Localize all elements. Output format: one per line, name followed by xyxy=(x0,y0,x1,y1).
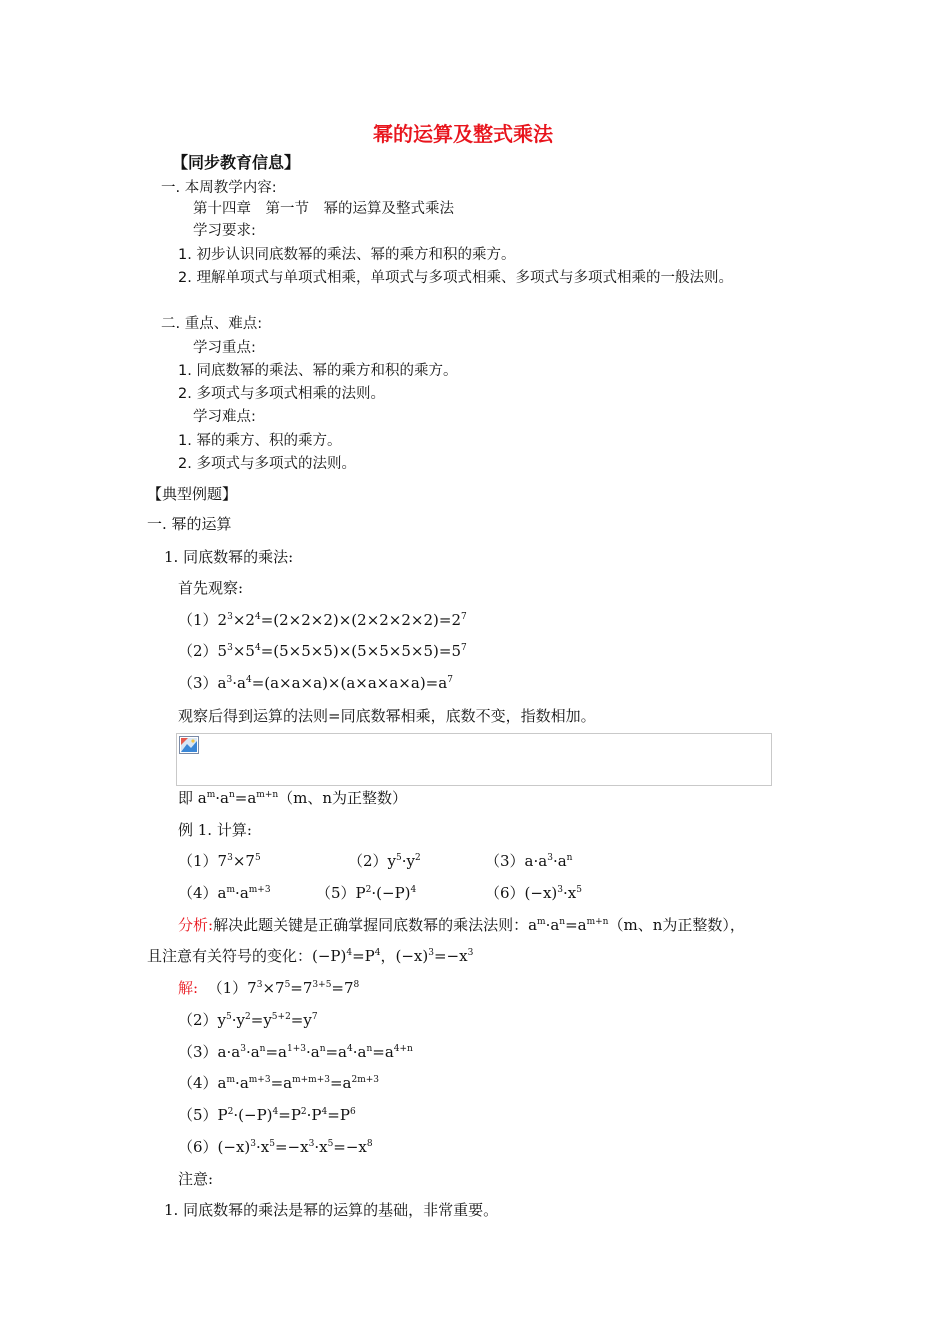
part-1-heading: 一. 幂的运算 xyxy=(147,515,232,533)
observation-2: $(2)5^3\times 5^4=(5\times 5\times 5)\times(5\times 5\times 5\times 5)=5^7$ xyxy=(178,642,467,660)
broken-image-placeholder xyxy=(176,733,772,786)
requirement-1: 1. 初步认识同底数幂的乘法、幂的乘方和积的乘方。 xyxy=(178,247,516,263)
observation-3: $(3)a^3\cdot a^4=(a\times a\times a)\times(a\times a\times a\times a)=a^7$ xyxy=(178,674,453,692)
chapter-line: 第十四章 第一节 幂的运算及整式乘法 xyxy=(193,201,454,217)
note-heading: 注意: xyxy=(178,1170,214,1188)
exercise-6: $(6)(-x)^3\cdot x^5$ xyxy=(485,884,582,902)
key-point-2: 2. 多项式与多项式相乘的法则。 xyxy=(178,386,385,402)
subsection-1-heading: 1. 同底数幂的乘法: xyxy=(164,548,294,566)
solution-3: $(3)a\cdot a^3\cdot a^n=a^{1+3}\cdot a^n=a^4\cdot a^n=a^{4+n}$ xyxy=(178,1043,413,1061)
difficulty-2: 2. 多项式与多项式的法则。 xyxy=(178,456,356,472)
examples-heading: 【典型例题】 xyxy=(147,485,238,503)
difficulty-1: 1. 幂的乘方、积的乘方。 xyxy=(178,433,342,449)
analysis-line-1: 分析:解决此题关键是正确掌握同底数幂的乘法法则：$a^m\cdot a^n=a^{m+n}(m$、n为正整数）， xyxy=(178,916,745,934)
analysis-line-2: 且注意有关符号的变化：$(-P)^4=P^4$，$(-x)^3=-x^3$ xyxy=(147,947,474,965)
requirements-heading: 学习要求: xyxy=(193,223,256,239)
key-point-1: 1. 同底数幂的乘法、幂的乘方和积的乘方。 xyxy=(178,363,458,379)
requirement-2: 2. 理解单项式与单项式相乘，单项式与多项式相乘、多项式与多项式相乘的一般法则。 xyxy=(178,270,733,286)
observe-label: 首先观察: xyxy=(178,579,244,597)
s1-heading: 一. 本周教学内容: xyxy=(161,180,277,196)
observation-1: $(1)2^3\times 2^4=(2\times 2\times 2)\times(2\times 2\times 2\times 2)=2^7$ xyxy=(178,611,467,629)
page-title: 幂的运算及整式乘法 xyxy=(373,122,553,146)
solution-4: $(4)a^m\cdot a^{m+3}=a^{m+m+3}=a^{2m+3}$ xyxy=(178,1074,380,1092)
solution-2: $(2)y^5\cdot y^2=y^{5+2}=y^7$ xyxy=(178,1011,318,1029)
key-points-heading: 学习重点: xyxy=(193,340,256,356)
exercise-4: $(4)a^m\cdot a^{m+3}$ xyxy=(178,884,271,902)
section-sync-heading: 【同步教育信息】 xyxy=(172,153,301,172)
exercise-2: $(2)y^5\cdot y^2$ xyxy=(348,852,421,870)
difficulties-heading: 学习难点: xyxy=(193,409,256,425)
analysis-label: 分析: xyxy=(178,916,214,934)
solution-6: $(6)(-x)^3\cdot x^5=-x^3\cdot x^5=-x^8$ xyxy=(178,1138,373,1156)
solution-5: $(5)P^2\cdot(-P)^4=P^2\cdot P^4=P^6$ xyxy=(178,1106,356,1124)
solution-1: 解: $(1)7^3\times 7^5=7^{3+5}=7^8$ xyxy=(178,979,360,997)
solution-label: 解: xyxy=(178,979,199,997)
broken-image-icon xyxy=(179,736,199,754)
exercise-5: $(5)P^2\cdot(-P)^4$ xyxy=(316,884,417,902)
example-1-heading: 例 1. 计算: xyxy=(178,821,252,839)
note-1: 1. 同底数幂的乘法是幂的运算的基础，非常重要。 xyxy=(164,1201,499,1219)
s2-heading: 二. 重点、难点: xyxy=(161,316,263,332)
rule-formula: 即 $a^m\cdot a^n=a^{m+n}(m$、n为正整数） xyxy=(178,789,408,807)
exercise-1: $(1)7^3\times 7^5$ xyxy=(178,852,261,870)
rule-text: 观察后得到运算的法则=同底数幂相乘，底数不变，指数相加。 xyxy=(178,707,596,725)
exercise-3: $(3)a\cdot a^3\cdot a^n$ xyxy=(485,852,573,870)
